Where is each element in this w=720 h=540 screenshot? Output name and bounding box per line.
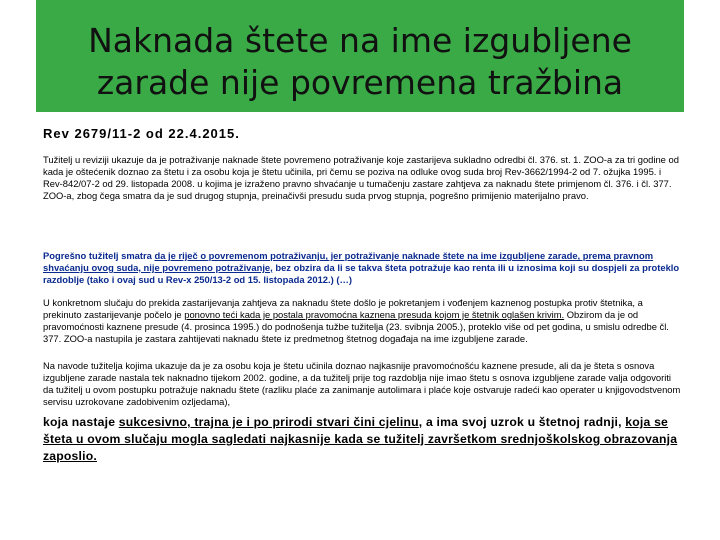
case-reference: Rev 2679/11-2 od 22.4.2015.: [43, 126, 240, 141]
paragraph-conclusion-middle: , a ima svoj uzrok u štetnoj radnji,: [418, 415, 626, 429]
title-line-2: zarade nije povremena tražbina: [96, 63, 624, 102]
paragraph-conclusion-intro: koja nastaje: [43, 415, 119, 429]
paragraph-court-position-intro: Pogrešno tužitelj smatra: [43, 250, 155, 261]
paragraph-conclusion-underlined-1: sukcesivno, trajna je i po prirodi stvari čini cjelinu: [118, 415, 419, 429]
title-line-1: Naknada štete na ime izgubljene: [88, 21, 632, 60]
paragraph-court-position-underlined: da je riječ o povremenom potraživanju, jer potraživanje naknade štete na ime izgubljene zarade, prema pravnom shvaćanju ovog suda, nije povremeno potraživanje,: [43, 250, 654, 273]
paragraph-interruption: [43, 297, 683, 345]
paragraph-court-position-rest: bez obzira da li se takva šteta potražuje kao renta ili u iznosima koji su dospjeli za proteklo razdoblje (tako i ovaj sud u Rev-x 250/13-2 od 15. listopada 2012.) (…): [43, 261, 680, 285]
paragraph-plaintiff-argument: Tužitelj u reviziji ukazuje da je potraživanje naknade štete povremeno potraživanje koje zastarijeva sukladno odredbi čl. 376. st. 1. ZOO-a za tri godine od kada je oštećenik doznao za štetu i za osobu koja je štetu učinila, pri čemu se poziva na odluke ovog suda broj Rev-3662/1994-2 od 7. ožujka 1995. i Rev-842/07-2 od 29. listopada 2008. u kojima je izraženo pravno shvaćanje u tumačenju zastare zahtjeva za naknadu štete primjenom čl. 376. i čl. 377. ZOO-a, zbog čega smatra da je sud drugog stupnja, preinačivši presudu suda prvog stupnja, pogrešno primijenio materijalno pravo.: [43, 154, 679, 201]
paragraph-interruption-underlined: ponovno teći kada je postala pravomoćna kaznena presuda kojom je štetnik oglašen krivim.: [184, 308, 565, 320]
paragraph-response: Na navode tužitelja kojima ukazuje da je za osobu koja je štetu učinila doznao najkasnije pravomoćnošću kaznene presude, ali da je šteta s osnova izgubljene zarade nastala tek naknadno tijekom 2002. godine, a da tužitelj prije tog razdoblja nije imao štetu s osnova izgubljene zarade valja odgovoriti da tužitelj u ovom postupku potražuje naknadu štete (razliku plaće za zanimanje autolimara i plaće koje ostvaruje radeći kao operater u knjigovodstvenom servisu uzrokovane zadobivenim ozljedama),: [43, 360, 681, 407]
paragraph-conclusion: [43, 414, 683, 465]
paragraph-conclusion-underlined-2: koja se šteta u ovom slučaju mogla sagledati najkasnije kada se tužitelj završetkom srednjoškolskog obrazovanja zaposlio.: [43, 415, 678, 463]
paragraph-court-position: [43, 250, 683, 286]
paragraph-interruption-intro: U konkretnom slučaju do prekida zastarijevanja zahtjeva za naknadu štete došlo je pokretanjem i vođenjem kaznenog postupka protiv štetnika, a prekinuto zastarijevanje počelo je: [43, 297, 643, 320]
page-title: [36, 20, 684, 104]
paragraph-interruption-rest: Obzirom da je od pravomoćnosti kaznene presude (4. prosinca 1995.) do podnošenja tužbe tužitelja (23. svibnja 2005.), proteklo više od pet godina, u smislu odredbe čl. 377. ZOO-a nastupila je zastara zahtijevati naknadu štete iz predmetnog štetnog događaja na ime izgubljene zarade.: [43, 308, 669, 344]
